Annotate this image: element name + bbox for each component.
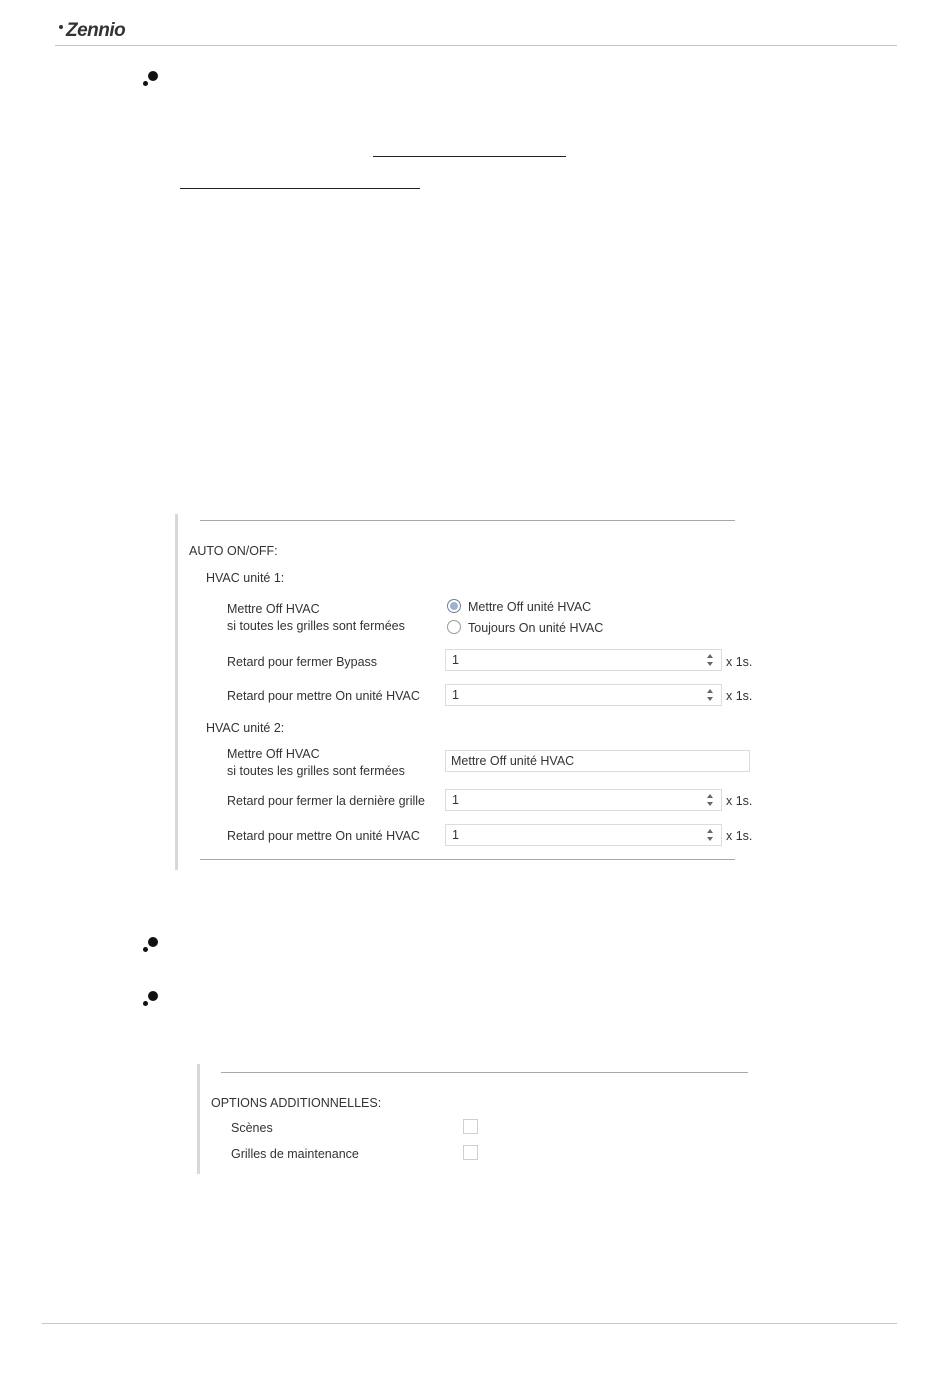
hvac-unit2-title: HVAC unité 2: (206, 721, 285, 735)
unit1-on-delay-label: Retard pour mettre On unité HVAC (227, 689, 420, 703)
panel-top-divider (200, 520, 735, 521)
panel-bottom-divider (200, 859, 735, 860)
stepper-arrows-icon[interactable] (707, 687, 715, 703)
header-divider (55, 45, 897, 46)
bypass-delay-unit: x 1s. (726, 655, 753, 669)
unit1-off-label-line2: si toutes les grilles sont fermées (227, 619, 405, 633)
link-underline (373, 156, 566, 157)
bypass-delay-label: Retard pour fermer Bypass (227, 655, 378, 669)
hvac-unit1-title: HVAC unité 1: (206, 571, 285, 585)
bullet-icon (143, 991, 159, 1007)
auto-on-off-panel (175, 514, 765, 870)
link-underline (180, 188, 420, 189)
unit1-on-delay-stepper[interactable] (445, 684, 722, 706)
option-label-maintenance-grilles: Grilles de maintenance (231, 1147, 359, 1161)
stepper-arrows-icon[interactable] (707, 827, 715, 843)
stepper-arrows-icon[interactable] (707, 792, 715, 808)
panel-top-divider (221, 1072, 748, 1073)
panel-left-bar (175, 514, 178, 870)
last-grille-delay-stepper[interactable] (445, 789, 722, 811)
radio-toujours-on[interactable] (447, 620, 461, 634)
logo-dot-icon (59, 25, 63, 29)
unit2-on-delay-label: Retard pour mettre On unité HVAC (227, 829, 420, 843)
bullet-icon (143, 71, 159, 87)
unit2-off-label-line1: Mettre Off HVAC (227, 747, 320, 761)
unit2-on-delay-unit: x 1s. (726, 829, 753, 843)
section-title: AUTO ON/OFF: (189, 544, 278, 558)
unit2-off-value: Mettre Off unité HVAC (451, 754, 575, 768)
radio-mettre-off-label: Mettre Off unité HVAC (468, 600, 592, 614)
unit2-off-value-field[interactable] (445, 750, 750, 772)
option-label-scenes: Scènes (231, 1121, 273, 1135)
section-title: OPTIONS ADDITIONNELLES: (211, 1096, 382, 1110)
radio-mettre-off[interactable] (447, 599, 461, 613)
last-grille-delay-unit: x 1s. (726, 794, 753, 808)
last-grille-delay-label: Retard pour fermer la dernière grille (227, 794, 426, 808)
bypass-delay-value: 1 (452, 653, 459, 667)
unit2-off-label-line2: si toutes les grilles sont fermées (227, 764, 405, 778)
unit1-on-delay-value: 1 (452, 688, 459, 702)
unit2-on-delay-value: 1 (452, 828, 459, 842)
stepper-arrows-icon[interactable] (707, 652, 715, 668)
unit2-on-delay-stepper[interactable] (445, 824, 722, 846)
footer-divider (42, 1323, 897, 1324)
brand-name: Zennio (66, 20, 126, 41)
additional-options-panel (197, 1064, 757, 1174)
bullet-icon (143, 937, 159, 953)
unit1-on-delay-unit: x 1s. (726, 689, 753, 703)
last-grille-delay-value: 1 (452, 793, 459, 807)
panel-left-bar (197, 1064, 200, 1174)
checkbox-scenes[interactable] (463, 1119, 478, 1134)
radio-toujours-on-label: Toujours On unité HVAC (468, 621, 604, 635)
unit1-off-label-line1: Mettre Off HVAC (227, 602, 320, 616)
bypass-delay-stepper[interactable] (445, 649, 722, 671)
checkbox-maintenance-grilles[interactable] (463, 1145, 478, 1160)
